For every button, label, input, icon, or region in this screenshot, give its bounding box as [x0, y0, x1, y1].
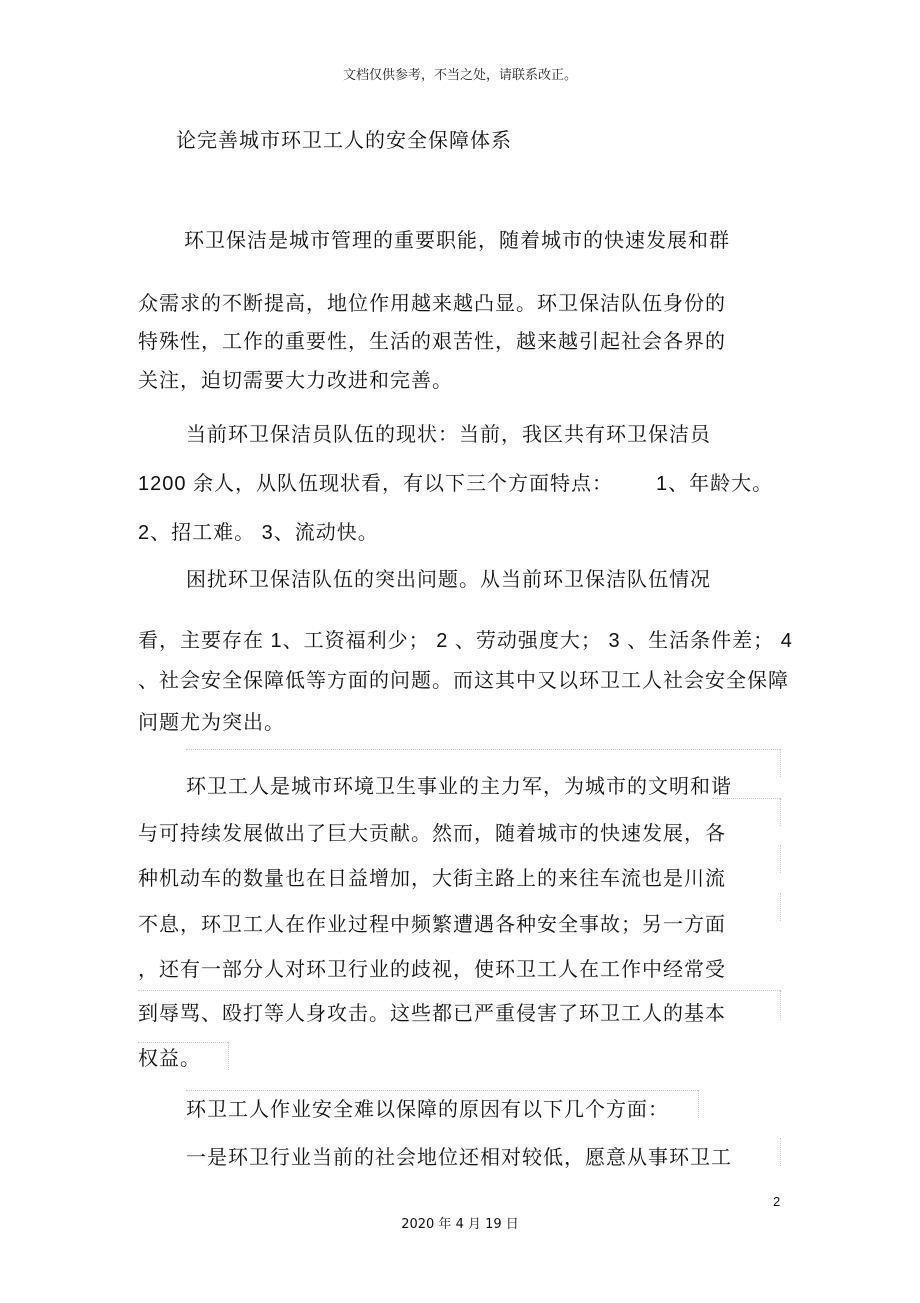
dotted-rule [780, 749, 781, 777]
dotted-rule [698, 1090, 699, 1118]
header-disclaimer: 文档仅供参考，不当之处，请联系改正。 [342, 68, 577, 83]
body-line: 问题尤为突出。 [138, 710, 285, 734]
page-number: 2 [773, 1194, 781, 1209]
body-line: 关注，迫切需要大力改进和完善。 [138, 368, 453, 392]
body-line: 到辱骂、殴打等人身攻击。这些都已严重侵害了环卫工人的基本 [138, 1001, 726, 1025]
body-line: 、社会安全保障低等方面的问题。而这其中又以环卫工人社会安全保障 [138, 668, 789, 692]
dotted-rule [780, 845, 781, 873]
dotted-rule [186, 1090, 698, 1091]
dotted-rule [780, 1138, 781, 1166]
body-line: 众需求的不断提高，地位作用越来越凸显。环卫保洁队伍身份的 [138, 291, 726, 315]
body-line: 困扰环卫保洁队伍的突出问题。从当前环卫保洁队伍情况 [186, 567, 711, 591]
body-line: 1200 余人，从队伍现状看，有以下三个方面特点： [138, 473, 614, 495]
body-line: 2、招工难。 3、流动快。 [138, 522, 379, 544]
body-line: 环卫保洁是城市管理的重要职能，随着城市的快速发展和群 [184, 228, 730, 252]
dotted-rule [228, 1042, 229, 1070]
body-line: 种机动车的数量也在日益增加，大街主路上的来往车流也是川流 [138, 866, 726, 890]
dotted-rule [780, 990, 781, 1020]
body-line: ，还有一部分人对环卫行业的歧视，使环卫工人在工作中经常受 [138, 957, 726, 981]
dotted-rule [780, 893, 781, 921]
body-line: 权益。 [138, 1046, 201, 1070]
footer-date: 2020 年 4 月 19 日 [401, 1217, 519, 1232]
body-line: 特殊性，工作的重要性，生活的艰苦性，越来越引起社会各界的 [138, 329, 726, 353]
body-line: 与可持续发展做出了巨大贡献。然而，随着城市的快速发展，各 [138, 821, 726, 845]
body-line: 1、年龄大。 [656, 473, 774, 495]
body-line: 环卫工人是城市环境卫生事业的主力军，为城市的文明和谐 [186, 774, 732, 798]
body-line: 不息，环卫工人在作业过程中频繁遭遇各种安全事故；另一方面 [138, 912, 726, 936]
document-title: 论完善城市环卫工人的安全保障体系 [176, 128, 512, 152]
body-line: 当前环卫保洁员队伍的现状：当前，我区共有环卫保洁员 [186, 422, 711, 446]
body-line: 看，主要存在 1、工资福利少； 2 、劳动强度大； 3 、生活条件差； 4 [138, 630, 793, 652]
body-line: 环卫工人作业安全难以保障的原因有以下几个方面： [186, 1097, 669, 1121]
dotted-rule [138, 990, 780, 991]
body-line: 一是环卫行业当前的社会地位还相对较低，愿意从事环卫工 [186, 1145, 732, 1169]
dotted-rule [186, 749, 780, 750]
dotted-rule [780, 798, 781, 826]
